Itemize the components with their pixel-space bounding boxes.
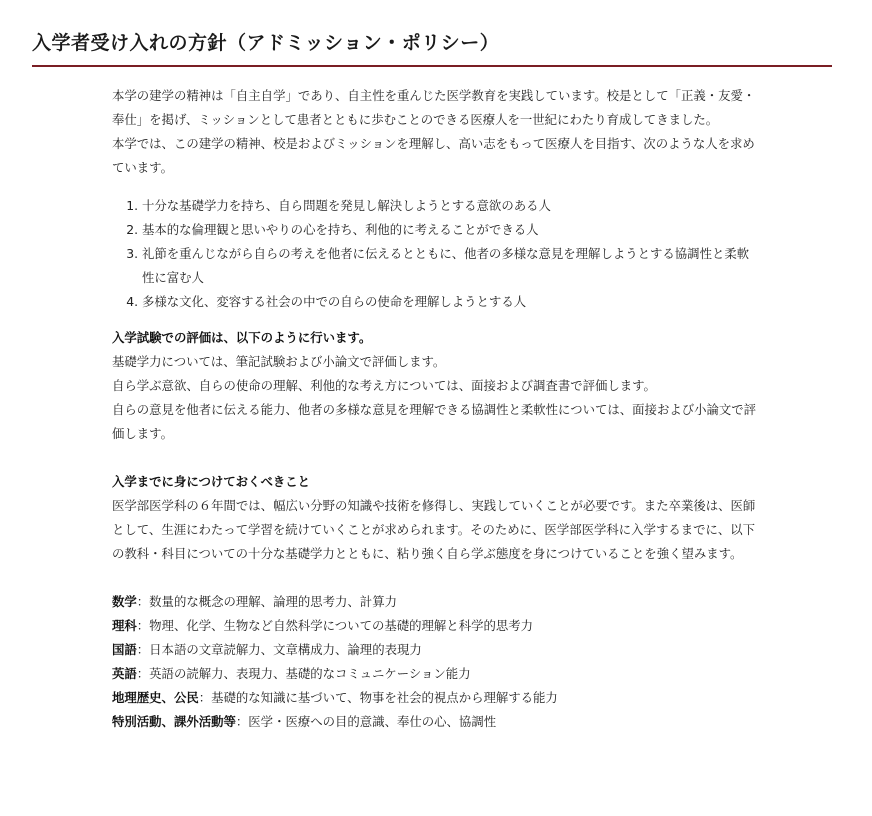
subject-line [112, 710, 760, 734]
evaluation-heading: 入学試験での評価は、以下のように行います。 [112, 330, 372, 345]
subject-line [112, 614, 760, 638]
intro-paragraph-1: 本学の建学の精神は「自主自学」であり、自主性を重んじた医学教育を実践しています。校是として「正義・友愛・奉仕」を掲げ、ミッションとして患者とともに歩むことのできる医療人を一世紀にわたり育成してきました。 [112, 88, 756, 127]
subject-line [112, 638, 760, 662]
subject-name: 地理歴史、公民 [112, 690, 199, 705]
intro-paragraph-2: 本学では、この建学の精神、校是およびミッションを理解し、高い志をもって医療人を目指す、次のような人を求めています。 [112, 136, 755, 175]
subject-line [112, 662, 760, 686]
preparation-heading: 入学までに身につけておくべきこと [112, 474, 311, 489]
desired-student-list [112, 194, 760, 314]
page-title: 入学者受け入れの方針（アドミッション・ポリシー） [32, 30, 832, 67]
subject-name: 英語 [112, 666, 137, 681]
spacer [112, 446, 760, 470]
list-item: 4. 多様な文化、変容する社会の中での自らの使命を理解しようとする人 [142, 290, 760, 314]
evaluation-line: 自らの意見を他者に伝える能力、他者の多様な意見を理解できる協調性と柔軟性については、面接および小論文で評価します。 [112, 402, 757, 441]
subject-name: 国語 [112, 642, 137, 657]
subject-name: 数学 [112, 594, 137, 609]
evaluation-line: 自ら学ぶ意欲、自らの使命の理解、利他的な考え方については、面接および調査書で評価します。 [112, 378, 656, 393]
subject-description: ：基礎的な知識に基づいて、物事を社会的視点から理解する能力 [198, 690, 558, 705]
subject-description: ：英語の読解力、表現力、基礎的なコミュニケーション能力 [136, 666, 471, 681]
list-item: 2. 基本的な倫理観と思いやりの心を持ち、利他的に考えることができる人 [142, 218, 760, 242]
evaluation-line: 基礎学力については、筆記試験および小論文で評価します。 [112, 354, 446, 369]
spacer [112, 566, 760, 590]
subject-description: ：日本語の文章読解力、文章構成力、論理的表現力 [136, 642, 422, 657]
subject-name: 理科 [112, 618, 137, 633]
subject-description: ：医学・医療への目的意識、奉仕の心、協調性 [235, 714, 497, 729]
subject-line [112, 686, 760, 710]
preparation-text: 医学部医学科の６年間では、幅広い分野の知識や技術を修得し、実践していくことが必要です。また卒業後は、医師として、生涯にわたって学習を続けていくことが求められます。そのために、医学部医学科に入学するまでに、以下の教科・科目についての十分な基礎学力とともに、粘り強く自ら学ぶ態度を身につけていることを強く望みます。 [112, 498, 756, 561]
list-item: 3. 礼節を重んじながら自らの考えを他者に伝えるとともに、他者の多様な意見を理解しようとする協調性と柔軟性に富む人 [142, 242, 760, 290]
list-item: 1. 十分な基礎学力を持ち、自ら問題を発見し解決しようとする意欲のある人 [142, 194, 760, 218]
subject-description: ：物理、化学、生物など自然科学についての基礎的理解と科学的思考力 [136, 618, 534, 633]
subject-description: ：数量的な概念の理解、論理的思考力、計算力 [136, 594, 397, 609]
subject-name: 特別活動、課外活動等 [112, 714, 236, 729]
policy-content [112, 84, 760, 734]
subject-line [112, 590, 760, 614]
